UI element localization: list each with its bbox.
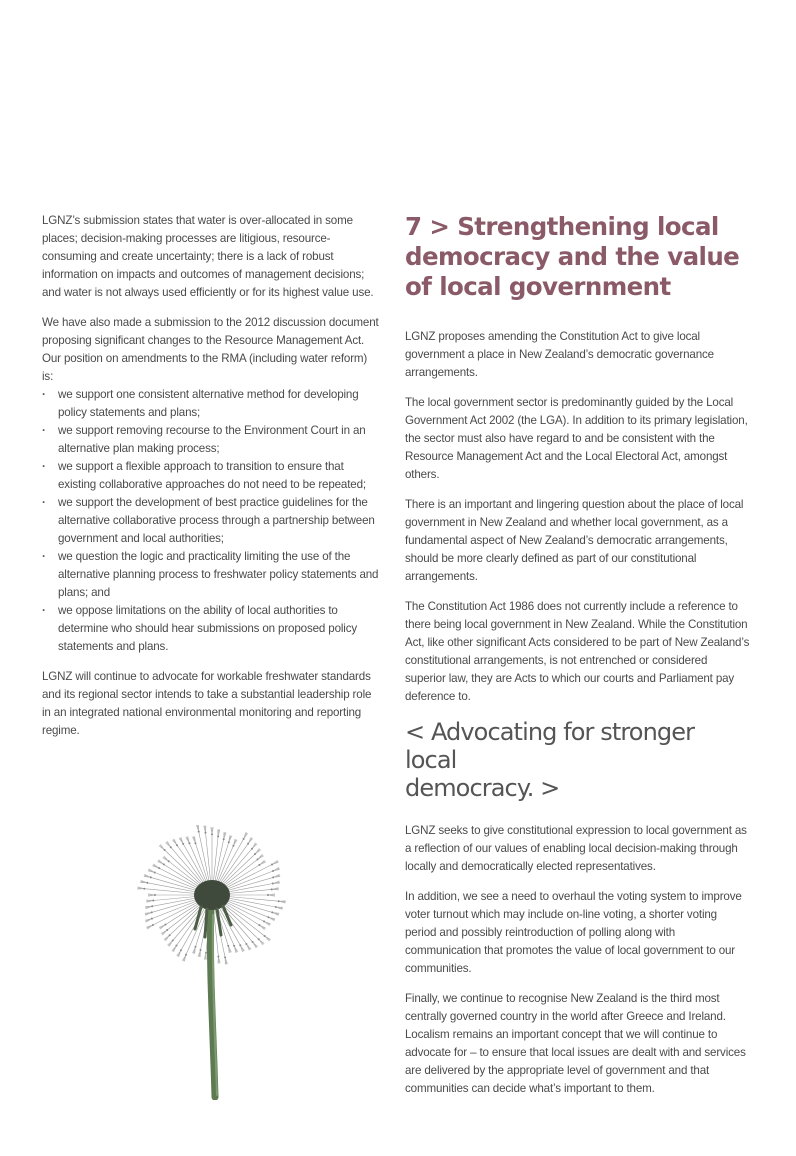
- lingering-question-paragraph: There is an important and lingering question about the place of local government in New Zealand and whether local government, as a fundamental aspect of New Zealand’s democratic arrangements, should be more clearly defined as part of our constitutional arrangements.: [405, 498, 744, 583]
- voting-system-paragraph: In addition, we see a need to overhaul the voting system to improve voter turnout which may include on-line voting, a shorter voting period and possibly reintroduction of polling along with communication that promotes the value of local government to our communities.: [405, 890, 742, 975]
- rma-submission-line: We have also made a submission to the 2012 discussion document proposing significant changes to the Resource Management Act.: [42, 316, 379, 347]
- list-item: · we support removing recourse to the Environment Court in an alternative plan making process;: [42, 422, 380, 458]
- right-column: [405, 212, 750, 1110]
- pull-quote-line: democracy. >: [405, 774, 560, 802]
- list-item: · we support one consistent alternative method for developing policy statements and plans;: [42, 386, 380, 422]
- water-submission-paragraph: LGNZ’s submission states that water is over-allocated in some places; decision-making processes are litigious, resource-consuming and create uncertainty; there is a lack of robust information on impacts and outcomes of management decisions; and water is not always used efficiently or for its highest value use.: [42, 214, 374, 299]
- section-heading-line: of local government: [405, 272, 671, 301]
- constitution-act-paragraph: The Constitution Act 1986 does not currently include a reference to there being local government in New Zealand. While the Constitution Act, like other significant Acts considered to be part of New Zealand’s constitutional arrangements, is not entrenched or considered superior law, they are Acts to which our courts and Parliament pay deference to.: [405, 600, 750, 703]
- dandelion-icon: [135, 825, 295, 1100]
- localism-paragraph: Finally, we continue to recognise New Zealand is the third most centrally governed country in the world after Greece and Ireland. Localism remains an important concept that we will continue to advocate for – to ensure that local issues are dealt with and services are delivered by the appropriate level of government and that communities can decide what’s important to them.: [405, 992, 746, 1095]
- list-item: · we question the logic and practicality limiting the use of the alternative planning process to freshwater policy statements and plans; and: [42, 548, 380, 602]
- constitution-proposal-paragraph: LGNZ proposes amending the Constitution Act to give local government a place in New Zealand’s democratic governance arrangements.: [405, 330, 714, 379]
- section-heading-line: democracy and the value: [405, 242, 740, 271]
- rma-submission-paragraph: [42, 314, 380, 386]
- pull-quote: [405, 718, 750, 802]
- freshwater-standards-paragraph: LGNZ will continue to advocate for workable freshwater standards and its regional sector intends to take a substantial leadership role in an integrated national environmental monitoring and reporting regime.: [42, 670, 372, 737]
- lga-paragraph: The local government sector is predominantly guided by the Local Government Act 2002 (the LGA). In addition to its primary legislation, the sector must also have regard to and be consistent with the Resource Management Act and the Local Electoral Act, amongst others.: [405, 396, 748, 481]
- rma-positions-list: [42, 386, 380, 656]
- pull-quote-line: < Advocating for stronger local: [405, 718, 695, 774]
- left-column: [42, 212, 380, 752]
- list-item: · we support a flexible approach to transition to ensure that existing collaborative approaches do not need to be repeated;: [42, 458, 380, 494]
- section-heading: [405, 212, 750, 302]
- list-item: · we oppose limitations on the ability of local authorities to determine who should hear submissions on proposed policy statements and plans.: [42, 602, 380, 656]
- constitutional-expression-paragraph: LGNZ seeks to give constitutional expression to local government as a reflection of our values of enabling local decision-making through locally and democratically elected representatives.: [405, 824, 747, 873]
- list-item: · we support the development of best practice guidelines for the alternative collaborative process through a partnership between government and local authorities;: [42, 494, 380, 548]
- section-heading-line: 7 > Strengthening local: [405, 212, 719, 241]
- rma-position-line: Our position on amendments to the RMA (including water reform) is:: [42, 352, 368, 383]
